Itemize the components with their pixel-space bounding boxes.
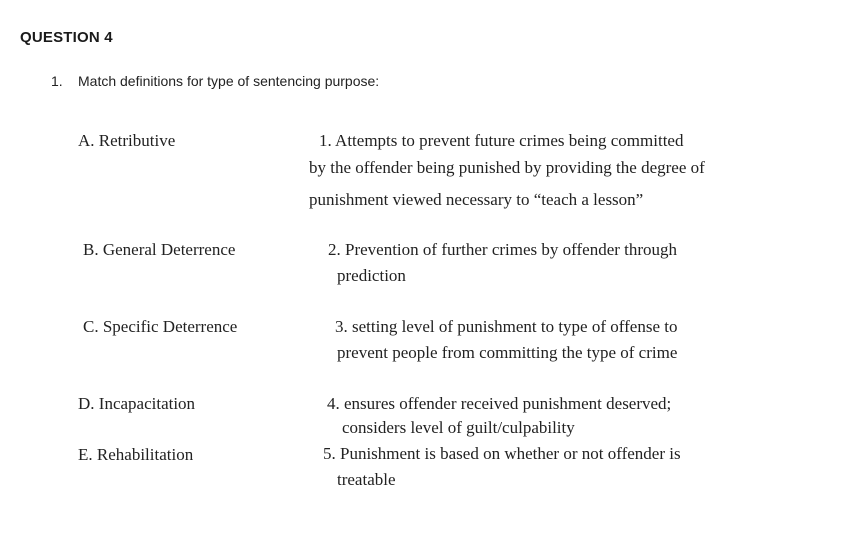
definition-5-line: 5. Punishment is based on whether or not offender is (323, 444, 681, 463)
definition-3-line: 3. setting level of punishment to type of offense to (335, 317, 678, 336)
term-a-retributive: A. Retributive (78, 131, 176, 150)
term-e-rehabilitation: E. Rehabilitation (78, 445, 194, 464)
question-title: QUESTION 4 (20, 29, 113, 46)
definition-3-line: prevent people from committing the type of crime (337, 343, 678, 362)
term-d-incapacitation: D. Incapacitation (78, 394, 196, 413)
definition-1-line: 1. Attempts to prevent future crimes being committed (319, 131, 684, 150)
term-b-general-deterrence: B. General Deterrence (83, 240, 236, 259)
definition-2-line: 2. Prevention of further crimes by offender through (328, 240, 678, 259)
definition-1-line: by the offender being punished by providing the degree of (309, 158, 705, 177)
prompt-text: Match definitions for type of sentencing purpose: (78, 73, 380, 89)
definition-2-line: prediction (337, 266, 406, 285)
term-c-specific-deterrence: C. Specific Deterrence (83, 317, 238, 336)
definition-4-line: considers level of guilt/culpability (342, 418, 575, 437)
definition-4-line: 4. ensures offender received punishment deserved; (327, 394, 672, 413)
prompt-number: 1. (51, 73, 63, 89)
definition-5-line: treatable (337, 470, 396, 489)
question-prompt (51, 73, 379, 89)
definition-1-line: punishment viewed necessary to “teach a lesson” (309, 190, 644, 209)
